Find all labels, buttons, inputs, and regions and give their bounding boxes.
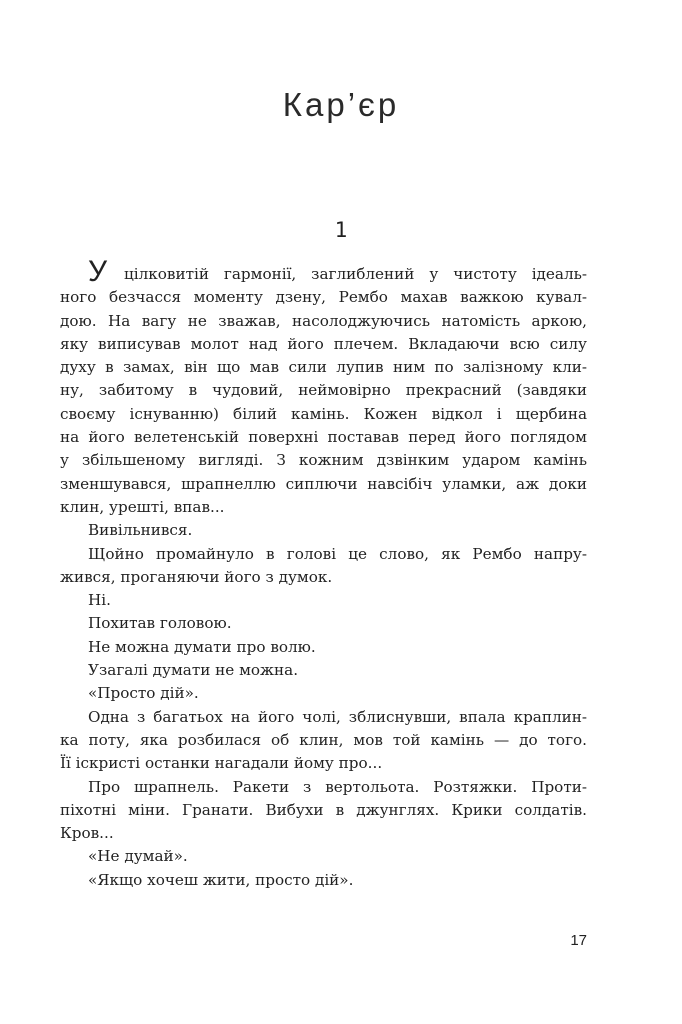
paragraph-1 bbox=[60, 255, 587, 519]
paragraph-6: Не можна думати про волю. bbox=[88, 637, 316, 656]
text-line: Одна з багатьох на його чолі, зблиснувши, впала краплин- bbox=[88, 707, 587, 726]
text-line: Про шрапнель. Ракети з вертольота. Розтяжки. Проти- bbox=[88, 777, 587, 796]
section-number: 1 bbox=[334, 218, 348, 242]
text-line: на його велетенській поверхні поставав перед його поглядом bbox=[60, 428, 587, 447]
paragraph-5: Похитав головою. bbox=[88, 614, 232, 633]
paragraph-12: «Якщо хочеш жити, просто дій». bbox=[88, 870, 354, 889]
paragraph-9 bbox=[60, 706, 587, 776]
text-line: дою. На вагу не зважав, насолоджуючись натомість аркою, bbox=[60, 311, 587, 330]
text-line: піхотні міни. Гранати. Вибухи в джунглях. Крики солдатів. bbox=[60, 800, 587, 819]
text-line: Кров... bbox=[60, 824, 114, 843]
drop-cap: У bbox=[88, 255, 108, 288]
text-line: клин, урешті, впав... bbox=[60, 497, 225, 516]
text-line: яку виписував молот над його плечем. Вкладаючи всю силу bbox=[60, 334, 587, 353]
text-line: своєму існуванню) білий камінь. Кожен відкол і щербина bbox=[60, 404, 587, 423]
paragraph-10 bbox=[60, 776, 587, 846]
text-line: духу в замах, він що мав сили лупив ним по залізному кли- bbox=[60, 358, 587, 377]
text-fragment: цілковитій гармонії, заглиблений у чистоту ідеаль- bbox=[124, 265, 587, 283]
paragraph-8: «Просто дій». bbox=[88, 684, 199, 703]
text-line: ну, забитому в чудовий, неймовірно прекрасний (завдяки bbox=[60, 381, 587, 400]
text-line bbox=[60, 255, 587, 288]
paragraph-11: «Не думай». bbox=[88, 847, 188, 866]
paragraph-7: Узагалі думати не можна. bbox=[88, 661, 299, 680]
text-line: жився, проганяючи його з думок. bbox=[60, 567, 333, 586]
text-line: у збільшеному вигляді. З кожним дзвінким ударом камінь bbox=[60, 451, 587, 470]
text-line: Щойно промайнуло в голові це слово, як Рембо напру- bbox=[88, 544, 587, 563]
text-line: Її іскристі останки нагадали йому про... bbox=[60, 754, 383, 773]
text-line: ка поту, яка розбилася об клин, мов той камінь — до того. bbox=[60, 730, 587, 749]
chapter-title: Кар’єр bbox=[282, 86, 400, 123]
page-number: 17 bbox=[570, 932, 587, 949]
text-line: зменшувався, шрапнеллю сиплючи навсібіч уламки, аж доки bbox=[60, 474, 587, 493]
text-line: ного безчасся моменту дзену, Рембо махав важкою кувал- bbox=[60, 288, 587, 307]
paragraph-2: Вивільнився. bbox=[88, 521, 193, 540]
paragraph-4: Ні. bbox=[88, 591, 111, 610]
body-text bbox=[60, 255, 587, 892]
paragraph-3 bbox=[60, 543, 587, 590]
